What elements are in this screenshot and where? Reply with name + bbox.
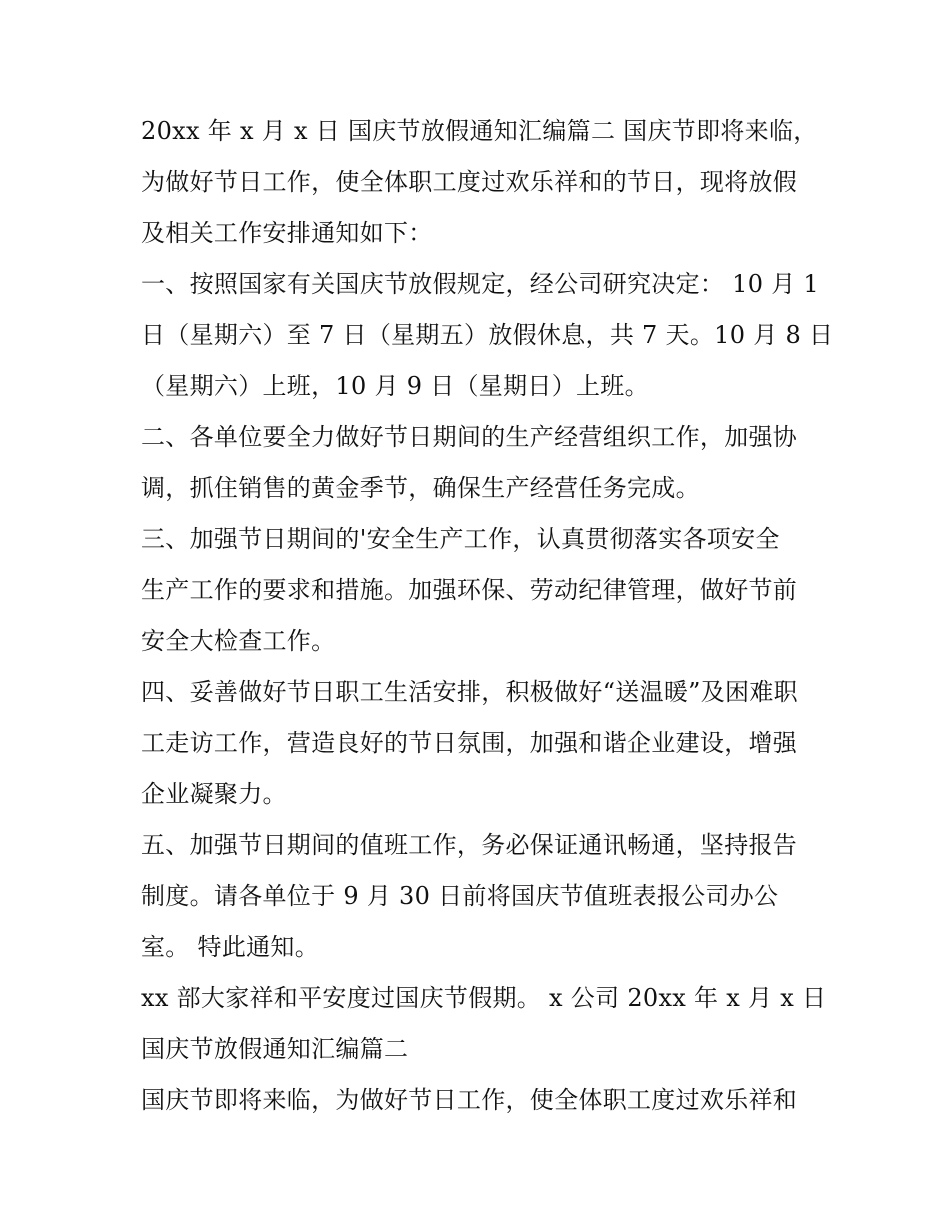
text-line: 安全大检查工作。 bbox=[141, 627, 336, 655]
text-line: 室。 特此通知。 bbox=[141, 933, 320, 961]
text-line: 制度。请各单位于 9 月 30 日前将国庆节值班表报公司办公 bbox=[141, 882, 779, 910]
text-line: 三、加强节日期间的'安全生产工作，认真贯彻落实各项安全 bbox=[141, 525, 780, 553]
text-line: 二、各单位要全力做好节日期间的生产经营组织工作，加强协 bbox=[141, 423, 798, 451]
document-body bbox=[141, 106, 834, 1126]
text-line: 国庆节放假通知汇编篇二 bbox=[141, 1035, 409, 1063]
text-line: 国庆节即将来临，为做好节日工作，使全体职工度过欢乐祥和 bbox=[141, 1086, 798, 1114]
text-line: 一、按照国家有关国庆节放假规定，经公司研究决定： 10 月 1 bbox=[141, 270, 819, 298]
text-line: 生产工作的要求和措施。加强环保、劳动纪律管理，做好节前 bbox=[141, 576, 798, 604]
text-line: 四、妥善做好节日职工生活安排，积极做好“送温暖”及困难职 bbox=[141, 678, 798, 706]
text-line: 及相关工作安排通知如下： bbox=[141, 219, 433, 247]
text-line: 企业凝聚力。 bbox=[141, 780, 287, 808]
text-line: 20xx 年 x 月 x 日 国庆节放假通知汇编篇二 国庆节即将来临， bbox=[141, 117, 818, 145]
text-line: 五、加强节日期间的值班工作，务必保证通讯畅通，坚持报告 bbox=[141, 831, 798, 859]
text-line: 调，抓住销售的黄金季节，确保生产经营任务完成。 bbox=[141, 474, 700, 502]
text-line: 工走访工作，营造良好的节日氛围，加强和谐企业建设，增强 bbox=[141, 729, 798, 757]
text-line: 日（星期六）至 7 日（星期五）放假休息，共 7 天。10 月 8 日 bbox=[141, 321, 834, 349]
text-line: xx 部大家祥和平安度过国庆节假期。 x 公司 20xx 年 x 月 x 日 bbox=[141, 984, 827, 1012]
text-line: 为做好节日工作，使全体职工度过欢乐祥和的节日，现将放假 bbox=[141, 168, 798, 196]
text-line: （星期六）上班，10 月 9 日（星期日）上班。 bbox=[141, 372, 649, 400]
